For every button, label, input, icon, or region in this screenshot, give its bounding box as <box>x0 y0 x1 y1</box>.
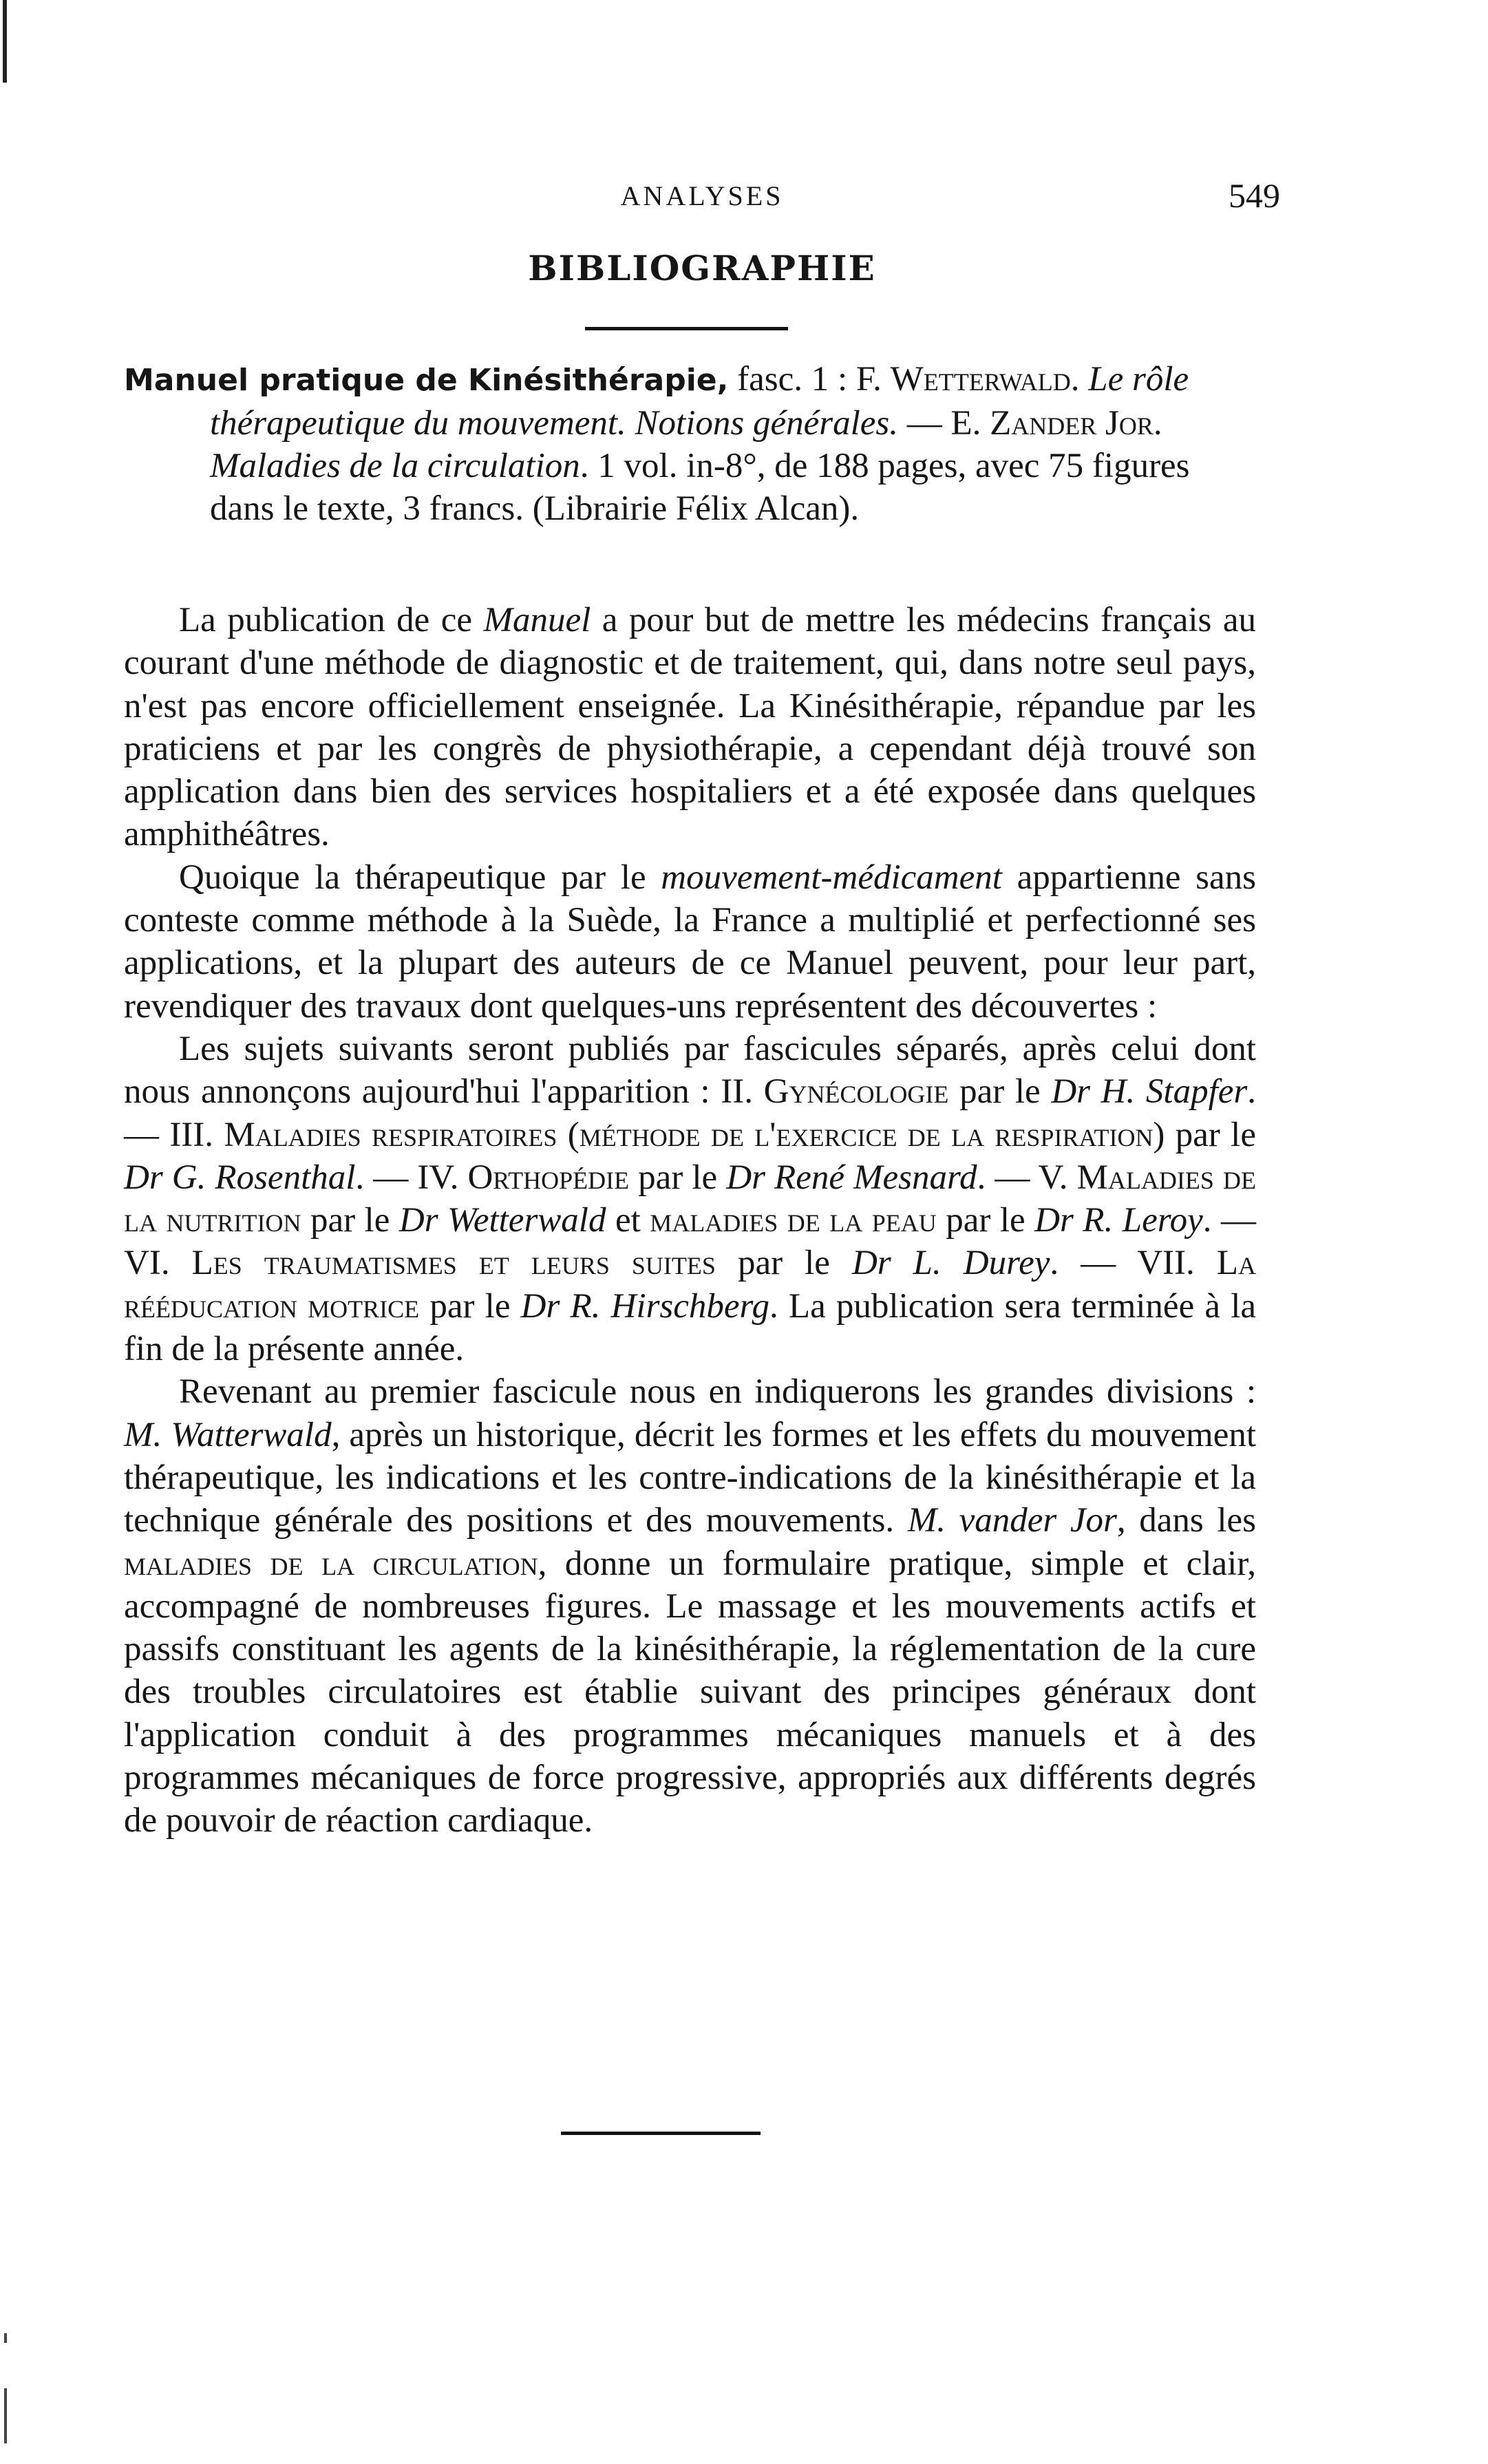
text-run: par le <box>948 1072 1052 1112</box>
entry-author: Zander Jor <box>990 404 1154 443</box>
text-run: , après un historique, décrit les formes et les effets du mouvement thérapeutique, les indications et les contre-indications de la kinésithérapie et la technique générale des positions et des mouvements. <box>124 1415 1256 1540</box>
smallcaps-run: Maladies respiratoires (méthode de l'exercice de la respiration) <box>224 1115 1165 1154</box>
end-rule <box>561 2132 761 2135</box>
paragraph <box>124 1370 1256 1842</box>
smallcaps-run: maladies de la peau <box>650 1201 937 1240</box>
section-title: BIBLIOGRAPHIE <box>528 248 876 288</box>
entry-subtitle: Le rôle thérapeutique du mouvement. Notions générales. <box>210 360 1189 443</box>
smallcaps-run: Orthopédie <box>467 1158 630 1197</box>
italic-run: Dr Wetterwald <box>398 1201 606 1240</box>
text-run: Quoique la thérapeutique par le <box>179 858 661 897</box>
text-run: . — VI. <box>124 1201 1257 1283</box>
entry-details: . 1 vol. in-8°, de 188 pages, avec 75 figures dans le texte, 3 francs. (Librairie Félix Alcan). <box>210 447 1190 528</box>
scan-edge-mark <box>4 2333 7 2343</box>
entry-title: Manuel pratique de Kinésithérapie, <box>124 363 729 398</box>
italic-run: Dr H. Stapfer <box>1051 1072 1248 1112</box>
text-run: . — IV. <box>355 1158 468 1197</box>
title-rule <box>585 327 788 330</box>
text-run: . — V. <box>977 1158 1077 1197</box>
italic-run: M. vander Jor <box>907 1501 1117 1540</box>
text-run: , donne un formulaire pratique, simple et clair, accompagné de nombreuses figures. Le massage et les mouvements actifs et passifs constituant les agents de la kinésithérapie, la réglementation de la cure des troubles circulatoires est établie suivant des principes généraux dont l'application conduit à des programmes mécaniques manuels et à des programmes mécaniques de force progressive, appropriés aux différents degrés de pouvoir de réaction cardiaque. <box>124 1544 1256 1840</box>
italic-run: Dr L. Durey <box>851 1244 1050 1283</box>
italic-run: Dr G. Rosenthal <box>124 1158 356 1197</box>
smallcaps-run: Maladies de la nutrition <box>124 1158 1257 1240</box>
page-number: 549 <box>1229 176 1280 215</box>
text-run: a pour but de mettre les médecins français au courant d'une méthode de diagnostic et de traitement, qui, dans notre seul pays, n'est pas encore officiellement enseignée. La Kinésithérapie, répandue par les praticiens et par les congrès de physiothérapie, a cependant déjà trouvé son application dans bien des services hospitaliers et a été exposée dans quelques amphithéâtres. <box>124 601 1257 854</box>
paragraph <box>124 856 1256 1028</box>
text-run: par le <box>715 1244 852 1283</box>
scan-edge-mark <box>4 2388 7 2443</box>
review-body <box>124 599 1256 1842</box>
smallcaps-run: Gynécologie <box>763 1072 949 1112</box>
italic-run: Dr René Mesnard <box>726 1158 977 1197</box>
entry-author: Wetterwald <box>890 360 1071 399</box>
text-run: . — VII. <box>1050 1244 1217 1283</box>
running-title: ANALYSES <box>620 180 784 211</box>
italic-run: Manuel <box>483 601 591 639</box>
entry-fascicle: fasc. 1 : F. <box>728 360 891 399</box>
text-run: par le <box>301 1201 399 1240</box>
italic-run: Dr R. Leroy <box>1034 1201 1203 1240</box>
text-run: par le <box>1165 1115 1256 1154</box>
smallcaps-run: La rééducation motrice <box>124 1244 1256 1326</box>
paragraph <box>124 1028 1256 1370</box>
entry-subtitle: Maladies de la circulation <box>210 447 580 485</box>
smallcaps-run: maladies de la circulation <box>124 1544 538 1583</box>
text-run: par le <box>419 1286 521 1326</box>
italic-run: Dr R. Hirschberg <box>520 1286 769 1326</box>
text-run: Les sujets suivants seront publiés par fascicules séparés, après celui dont nous annonçons aujourd'hui l'apparition : II. <box>124 1029 1256 1112</box>
text-run: appartienne sans conteste comme méthode à la Suède, la France a multiplié et perfectionné ses applications, et la plupart des auteurs de ce Manuel peuvent, pour leur part, revendiquer des travaux dont quelques-uns représentent des découvertes : <box>124 858 1256 1026</box>
italic-run: mouvement-médicament <box>661 858 1002 897</box>
entry-separator: . <box>1070 360 1089 399</box>
smallcaps-run: Les traumatismes et leurs suites <box>191 1244 716 1283</box>
italic-run: M. Watterwald <box>124 1415 332 1454</box>
text-run: par le <box>629 1158 727 1197</box>
running-head <box>124 176 1280 217</box>
scan-edge-mark <box>3 0 7 83</box>
paragraph <box>124 599 1256 856</box>
text-run: , dans les <box>1116 1501 1256 1540</box>
text-run: par le <box>936 1201 1035 1240</box>
entry-separator: — E. <box>897 404 990 443</box>
text-run: Revenant au premier fascicule nous en indiquerons les grandes divisions : <box>179 1372 1256 1412</box>
text-run: . — III. <box>124 1072 1256 1154</box>
text-run: et <box>606 1201 650 1240</box>
text-run: . La publication sera terminée à la fin de la présente année. <box>124 1286 1256 1369</box>
text-run: La publication de ce <box>179 601 484 639</box>
book-entry <box>124 358 1256 530</box>
entry-separator: . <box>1153 404 1162 443</box>
